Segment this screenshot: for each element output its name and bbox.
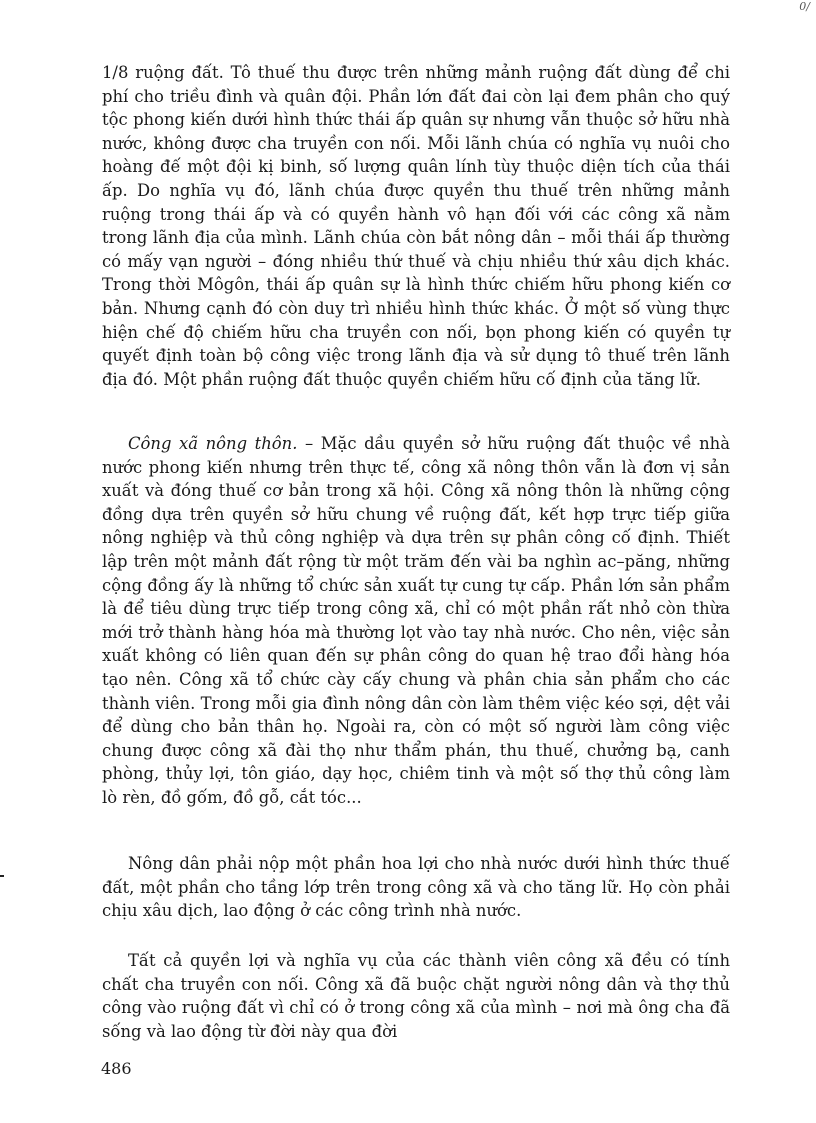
paragraph-2 <box>102 432 730 810</box>
paragraph-3-text: Nông dân phải nộp một phần hoa lợi cho nhà nước dưới hình thức thuế đất, một phần cho tầng lớp trên trong công xã và cho tăng lữ. Họ còn phải chịu xâu dịch, lao động ở các công trình nhà nước. <box>102 854 730 921</box>
paragraph-3 <box>102 852 730 923</box>
corner-mark: 0/ <box>799 0 810 13</box>
paragraph-4-text: Tất cả quyền lợi và nghĩa vụ của các thành viên công xã đều có tính chất cha truyền con nối. Công xã đã buộc chặt người nông dân và thợ thủ công vào ruộng đất vì chỉ có ở trong công xã của mình – nơi mà ông cha đã sống và lao động từ đời này qua đời <box>102 951 730 1041</box>
paragraph-1-text: 1/8 ruộng đất. Tô thuế thu được trên những mảnh ruộng đất dùng để chi phí cho triều đình và quân đội. Phần lớn đất đai còn lại đem phân cho quý tộc phong kiến dưới hình thức thái ấp quân sự nhưng vẫn thuộc sở hữu nhà nước, không được cha truyền con nối. Mỗi lãnh chúa có nghĩa vụ nuôi cho hoàng đế một đội kị binh, số lượng quân lính tùy thuộc diện tích của thái ấp. Do nghĩa vụ đó, lãnh chúa được quyền thu thuế trên những mảnh ruộng trong thái ấp và có quyền hành vô hạn đối với các công xã nằm trong lãnh địa của mình. Lãnh chúa còn bắt nông dân – mỗi thái ấp thường có mấy vạn người – đóng nhiều thứ thuế và chịu nhiều thứ xâu dịch khác. Trong thời Môgôn, thái ấp quân sự là hình thức chiếm hữu phong kiến cơ bản. Nhưng cạnh đó còn duy trì nhiều hình thức khác. Ở một số vùng thực hiện chế độ chiếm hữu cha truyền con nối, bọn phong kiến có quyền tự quyết định toàn bộ công việc trong lãnh địa và sử dụng tô thuế trên lãnh địa đó. Một phần ruộng đất thuộc quyền chiếm hữu cố định của tăng lữ. <box>102 63 730 389</box>
page-number: 486 <box>101 1059 132 1078</box>
paragraph-1 <box>102 61 730 391</box>
paragraph-2-text: – Mặc dầu quyền sở hữu ruộng đất thuộc về nhà nước phong kiến nhưng trên thực tế, công xã nông thôn vẫn là đơn vị sản xuất và đóng thuế cơ bản trong xã hội. Công xã nông thôn là những cộng đồng dựa trên quyền sở hữu chung về ruộng đất, kết hợp trực tiếp giữa nông nghiệp và thủ công nghiệp và dựa trên sự phân công cố định. Thiết lập trên một mảnh đất rộng từ một trăm đến vài ba nghìn ac–păng, những cộng đồng ấy là những tổ chức sản xuất tự cung tự cấp. Phần lớn sản phẩm là để tiêu dùng trực tiếp trong công xã, chỉ có một phần rất nhỏ còn thừa mới trở thành hàng hóa mà thường lọt vào tay nhà nước. Cho nên, việc sản xuất không có liên quan đến sự phân công do quan hệ trao đổi hàng hóa tạo nên. Công xã tổ chức cày cấy chung và phân chia sản phẩm cho các thành viên. Trong mỗi gia đình nông dân còn làm thêm việc kéo sợi, dệt vải để dùng cho bản thân họ. Ngoài ra, còn có một số người làm công việc chung được công xã đài thọ như thẩm phán, thu thuế, chưởng bạ, canh phòng, thủy lợi, tôn giáo, dạy học, chiêm tinh và một số thợ thủ công làm lò rèn, đồ gốm, đồ gỗ, cắt tóc... <box>102 434 731 807</box>
paragraph-4 <box>102 949 730 1043</box>
margin-tick <box>0 875 4 877</box>
paragraph-2-lead: Công xã nông thôn. <box>128 434 298 453</box>
